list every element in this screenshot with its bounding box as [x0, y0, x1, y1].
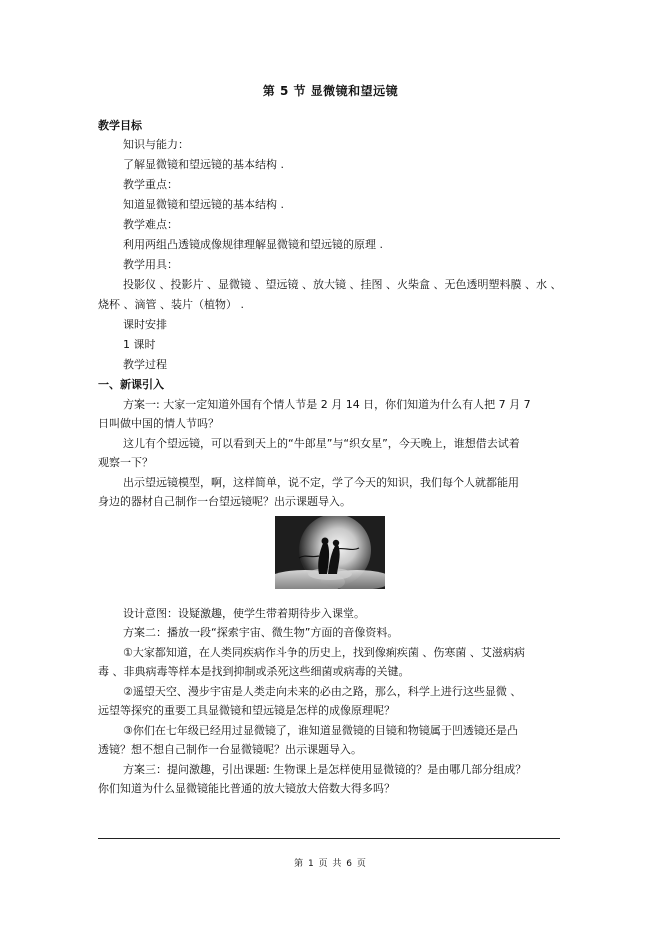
part1-heading: 一、新课引入 — [98, 378, 164, 391]
item3-line-1: ③你们在七年级已经用过显微镜了，谁知道显微镜的目镜和物镜属于凹透镜还是凸 — [123, 724, 518, 737]
key-text: 知道显微镜和望远镜的基本结构 . — [123, 198, 284, 211]
plan3-line-1: 方案三：提问激趣，引出课题: 生物课上是怎样使用显微镜的？是由哪几部分组成？ — [123, 763, 527, 776]
tools-text-line-1: 投影仪 、投影片 、显微镜 、望远镜 、放大镜 、挂图 、火柴盒 、无色透明塑料膜 、水 、 — [123, 278, 562, 291]
footer-divider — [98, 838, 560, 839]
model-line-1: 出示望远镜模型，啊，这样简单，说不定，学了今天的知识，我们每个人就都能用 — [123, 476, 519, 489]
plan1-line-1: 方案一: 大家一定知道外国有个情人节是 2 月 14 日，你们知道为什么有人把 7 月 7 — [123, 398, 531, 411]
tools-label: 教学用具： — [123, 258, 178, 271]
cowherd-weaver-girl-image — [275, 516, 385, 589]
telescope-line-1: 这儿有个望远镜，可以看到天上的“牛郎星”与“织女星”，今天晚上，谁想借去试着 — [123, 437, 520, 450]
tools-text-line-2: 烧杯 、滴管 、装片（植物） . — [98, 298, 244, 311]
model-line-2: 身边的器材自己制作一台望远镜呢？出示课题导入。 — [98, 495, 351, 508]
item1-line-2: 毒 、非典病毒等样本是找到抑制或杀死这些细菌或病毒的关键。 — [98, 665, 410, 678]
key-label: 教学重点： — [123, 178, 178, 191]
page-title: 第 5 节 显微镜和望远镜 — [262, 84, 399, 98]
knowledge-label: 知识与能力： — [123, 138, 189, 151]
plan3-line-2: 你们知道为什么显微镜能比普通的放大镜放大倍数大得多吗？ — [98, 782, 395, 795]
design-intent: 设计意图：设疑激趣，使学生带着期待步入课堂。 — [123, 607, 365, 620]
schedule-label: 课时安排 — [123, 318, 167, 331]
item2-line-2: 远望等探究的重要工具显微镜和望远镜是怎样的成像原理呢？ — [98, 704, 395, 717]
schedule-value: 1 课时 — [123, 338, 156, 351]
telescope-line-2: 观察一下？ — [98, 456, 153, 469]
knowledge-text: 了解显微镜和望远镜的基本结构 . — [123, 158, 284, 171]
item2-line-1: ②遥望天空、漫步宇宙是人类走向未来的必由之路，那么，科学上进行这些显微 、 — [123, 685, 522, 698]
difficult-text: 利用两组凸透镜成像规律理解显微镜和望远镜的原理 . — [123, 238, 383, 251]
plan2: 方案二：播放一段“探索宇宙、微生物”方面的音像资料。 — [123, 626, 399, 639]
process-label: 教学过程 — [123, 358, 167, 371]
plan1-line-2: 日叫做中国的情人节吗？ — [98, 417, 219, 430]
difficult-label: 教学难点： — [123, 218, 178, 231]
item3-line-2: 透镜？想不想自己制作一台显微镜呢？出示课题导入。 — [98, 743, 362, 756]
item1-line-1: ①大家都知道，在人类同疾病作斗争的历史上，找到像痢疾菌 、伤寒菌 、艾滋病病 — [123, 646, 525, 659]
page-footer: 第 1 页 共 6 页 — [294, 859, 367, 869]
goals-heading: 教学目标 — [98, 119, 142, 132]
